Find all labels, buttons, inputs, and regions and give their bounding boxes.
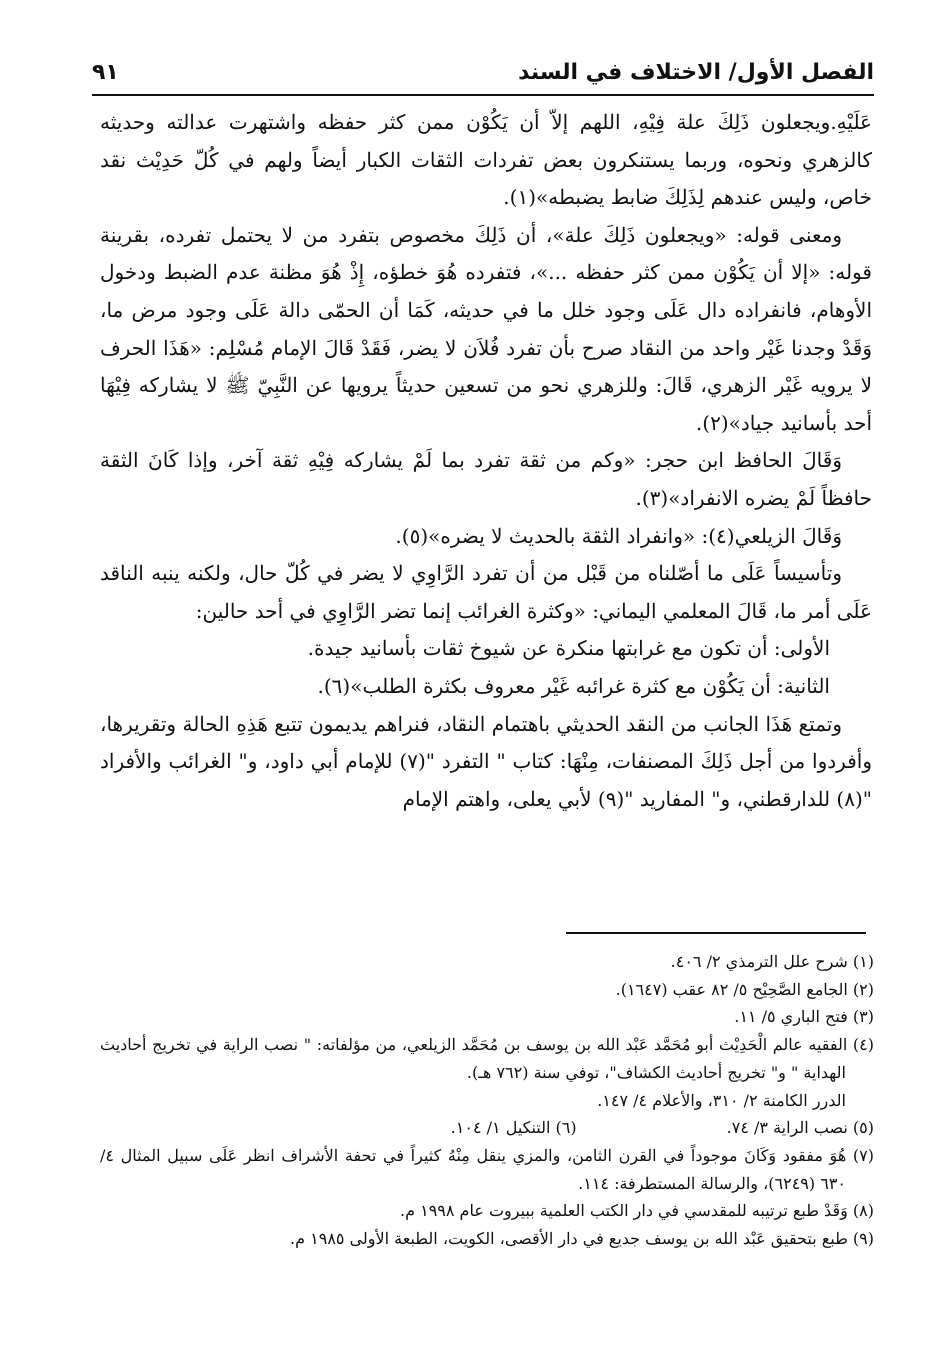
footnote: (٧) هُوَ مفقود وَكَانَ موجوداً في القرن الثامن، والمزي ينقل مِنْهُ كثيراً في تحفة الأشراف انظر عَلَى سبيل المثال ٤/ ٦٣٠ (٦٢٤٩)، والرسالة المستطرفة: ١١٤. (100, 1145, 874, 1193)
footnote: (٤) الفقيه عالم الْحَدِيْث أبو مُحَمَّد عَبْد الله بن يوسف بن مُحَمَّد الزيلعي، من مؤلفاته: " نصب الراية في تخريج أحاديث الهداية " و" تخريج أحاديث الكشاف"، توفي سنة (٧٦٢ هـ). (100, 1035, 874, 1082)
paragraph: الثانية: أن يَكُوْن مع كثرة غرائبه غَيْر معروف بكثرة الطلب»(٦). (317, 673, 830, 698)
main-text (100, 104, 872, 818)
footnote: (٨) وَقَدْ طبع ترتيبه للمقدسي في دار الكتب العلمية ببيروت عام ١٩٩٨ م. (400, 1201, 874, 1221)
paragraph: وَقَالَ الزيلعي(٤): «وانفراد الثقة بالحديث لا يضره»(٥). (395, 523, 842, 548)
running-header (92, 58, 874, 94)
header-rule (92, 94, 874, 96)
footnote-pair (100, 1114, 874, 1142)
footnote: (٢) الجامع الصَّحِيْح ٥/ ٨٢ عقب (١٦٤٧). (615, 979, 874, 999)
page-number: ٩١ (92, 60, 119, 85)
paragraph: وتمتع هَذَا الجانب من النقد الحديثي باهتمام النقاد، فنراهم يديمون تتبع هَذِهِ الحالة وتقريرها، وأفردوا من أجل ذَلِكَ المصنفات، مِنْهَا: كتاب " التفرد "(٧) للإمام أبي داود، و" الغرائب والأفراد "(٨) للدارقطني، و" المفاريد "(٩) لأبي يعلى، واهتم الإمام (100, 711, 872, 811)
footnote: (٦) التنكيل ١/ ١٠٤. (450, 1118, 577, 1138)
footnote: (١) شرح علل الترمذي ٢/ ٤٠٦. (670, 952, 874, 971)
footnote: (٥) نصب الراية ٣/ ٧٤. (726, 1118, 874, 1138)
chapter-title: الفصل الأول/ الاختلاف في السند (518, 60, 874, 85)
paragraph: عَلَيْهِ.ويجعلون ذَلِكَ علة فِيْهِ، اللهم إلاّ أن يَكُوْن ممن كثر حفظه واشتهرت عدالته وحديثه كالزهري ونحوه، وربما يستنكرون بعض تفردات الثقات الكبار أيضاً ولهم في كُلّ حَدِيْث نقد خاص، وليس عندهم لِذَلِكَ ضابط يضبطه»(١). (100, 110, 872, 210)
footnote: (٣) فتح الباري ٥/ ١١. (734, 1007, 874, 1027)
footnote-continuation: الدرر الكامنة ٢/ ٣١٠، والأعلام ٤/ ١٤٧. (597, 1090, 846, 1110)
paragraph: وَقَالَ الحافظ ابن حجر: «وكم من ثقة تفرد بما لَمْ يشاركه فِيْهِ ثقة آخر، وإذا كَانَ الثقة حافظاً لَمْ يضره الانفراد»(٣). (100, 448, 872, 510)
paragraph: ومعنى قوله: «ويجعلون ذَلِكَ علة»، أن ذَلِكَ مخصوص بتفرد من لا يحتمل تفرده، بقرينة قوله: «إلا أن يَكُوْن ممن كثر حفظه ...»، فتفرده هُوَ خطؤه، إِذْ هُوَ مظنة عدم الضبط ودخول الأوهام، فانفراده دال عَلَى وجود خلل ما في حديثه، كَمَا أن الحمّى دالة عَلَى وجود مرض ما، وَقَدْ وجدنا غَيْر واحد من النقاد صرح بأن تفرد فُلاَن لا يضر، فَقَدْ قَالَ الإمام مُسْلِم: «هَذَا الحرف لا يرويه غَيْر الزهري، قَالَ: وللزهري نحو من تسعين حديثاً يرويها عن النَّبِيّ ﷺ لا يشاركه فِيْهَا أحد بأسانيد جياد»(٢). (100, 222, 872, 435)
footnote-separator (566, 932, 866, 934)
footnotes (100, 948, 874, 1253)
footnote: (٩) طبع بتحقيق عَبْد الله بن يوسف جديع في دار الأقصى، الكويت، الطبعة الأولى ١٩٨٥ م. (290, 1229, 874, 1249)
paragraph: الأولى: أن تكون مع غرابتها منكرة عن شيوخ ثقات بأسانيد جيدة. (307, 636, 830, 661)
paragraph: وتأسيساً عَلَى ما أصّلناه من قَبْل من أن تفرد الرَّاوِي لا يضر في كُلّ حال، ولكنه ينبه الناقد عَلَى أمر ما، قَالَ المعلمي اليماني: «وكثرة الغرائب إنما تضر الرَّاوِي في أحد حالين: (100, 561, 872, 623)
